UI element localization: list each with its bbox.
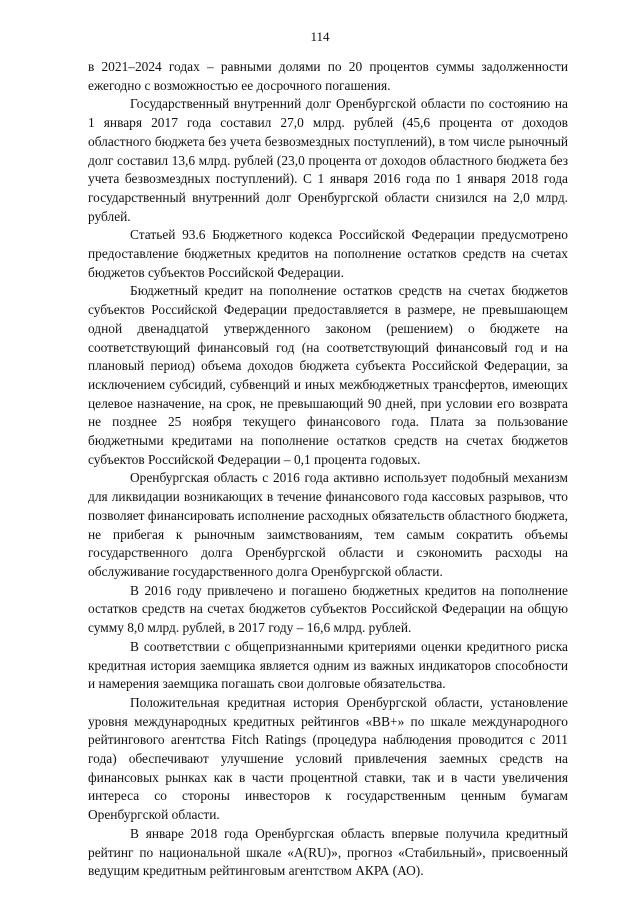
paragraph-continuation: в 2021–2024 годах – равными долями по 20 процентов суммы задолженности ежегодно с возможностью ее досрочного погашения. — [88, 59, 568, 93]
paragraph-cash-gaps: Оренбургская область с 2016 года активно использует подобный механизм для ликвидации возникающих в течение финансового года кассовых разрывов, что позволяет финансировать исполнение расходных обязательств областного бюджета, не прибегая к рыночным заимствованиям, тем самым сократить объемы государственного долга Оренбургской области и сэкономить расходы на обслуживание государственного долга Оренбургской области. — [88, 470, 568, 579]
paragraph-budget-code: Статьей 93.6 Бюджетного кодекса Российской Федерации предусмотрено предоставление бюджетных кредитов на пополнение остатков средств на счетах бюджетов субъектов Российской Федерации. — [88, 227, 568, 280]
paragraph-fitch-rating: Положительная кредитная история Оренбургской области, установление уровня международных кредитных рейтингов «BB+» по шкале международного рейтингового агентства Fitch Ratings (процедура наблюдения проводится с 2011 года) обеспечивают улучшение условий привлечения заемных средств на финансовых рынках как в части процентной ставки, так и в части увеличения интереса со стороны инвесторов к государственным ценным бумагам Оренбургской области. — [88, 694, 568, 823]
paragraph-budget-credit-terms: Бюджетный кредит на пополнение остатков средств на счетах бюджетов субъектов Российской Федерации предоставляется в размере, не превышающем одной двенадцатой утвержденного законом (решением) о бюджете на соответствующий финансовый год (на соответствующий финансовый год и на плановый период) объема доходов бюджета субъекта Российской Федерации, за исключением субсидий, субвенций и иных межбюджетных трансфертов, имеющих целевое назначение, на срок, не превышающий 90 дней, при условии его возврата не позднее 25 ноября текущего финансового года. Плата за пользование бюджетными кредитами на пополнение остатков средств на счетах бюджетов субъектов Российской Федерации – 0,1 процента годовых. — [88, 283, 568, 467]
paragraph-credits-2016-2017: В 2016 году привлечено и погашено бюджетных кредитов на пополнение остатков средств на счетах бюджетов субъектов Российской Федерации на общую сумму 8,0 млрд. рублей, в 2017 году – 16,6 млрд. рублей. — [88, 582, 568, 636]
page-number: 114 — [310, 29, 330, 44]
paragraph-acra-rating: В январе 2018 года Оренбургская область впервые получила кредитный рейтинг по национальной шкале «A(RU)», прогноз «Стабильный», присвоенный ведущим кредитным рейтинговым агентством АКРА (АО). — [88, 825, 568, 879]
body-text — [88, 58, 568, 881]
paragraph-credit-history: В соответствии с общепризнанными критериями оценки кредитного риска кредитная история заемщика является одним из важных индикаторов способности и намерения заемщика погашать свои долговые обязательства. — [88, 638, 568, 692]
paragraph-state-debt: Государственный внутренний долг Оренбургской области по состоянию на 1 января 2017 года составил 27,0 млрд. рублей (45,6 процента от доходов областного бюджета без учета безвозмездных поступлений), в том числе рыночный долг составил 13,6 млрд. рублей (23,0 процента от доходов областного бюджета без учета безвозмездных поступлений). С 1 января 2016 года по 1 января 2018 года государственный внутренний долг Оренбургской области снизился на 2,0 млрд. рублей. — [88, 96, 568, 224]
